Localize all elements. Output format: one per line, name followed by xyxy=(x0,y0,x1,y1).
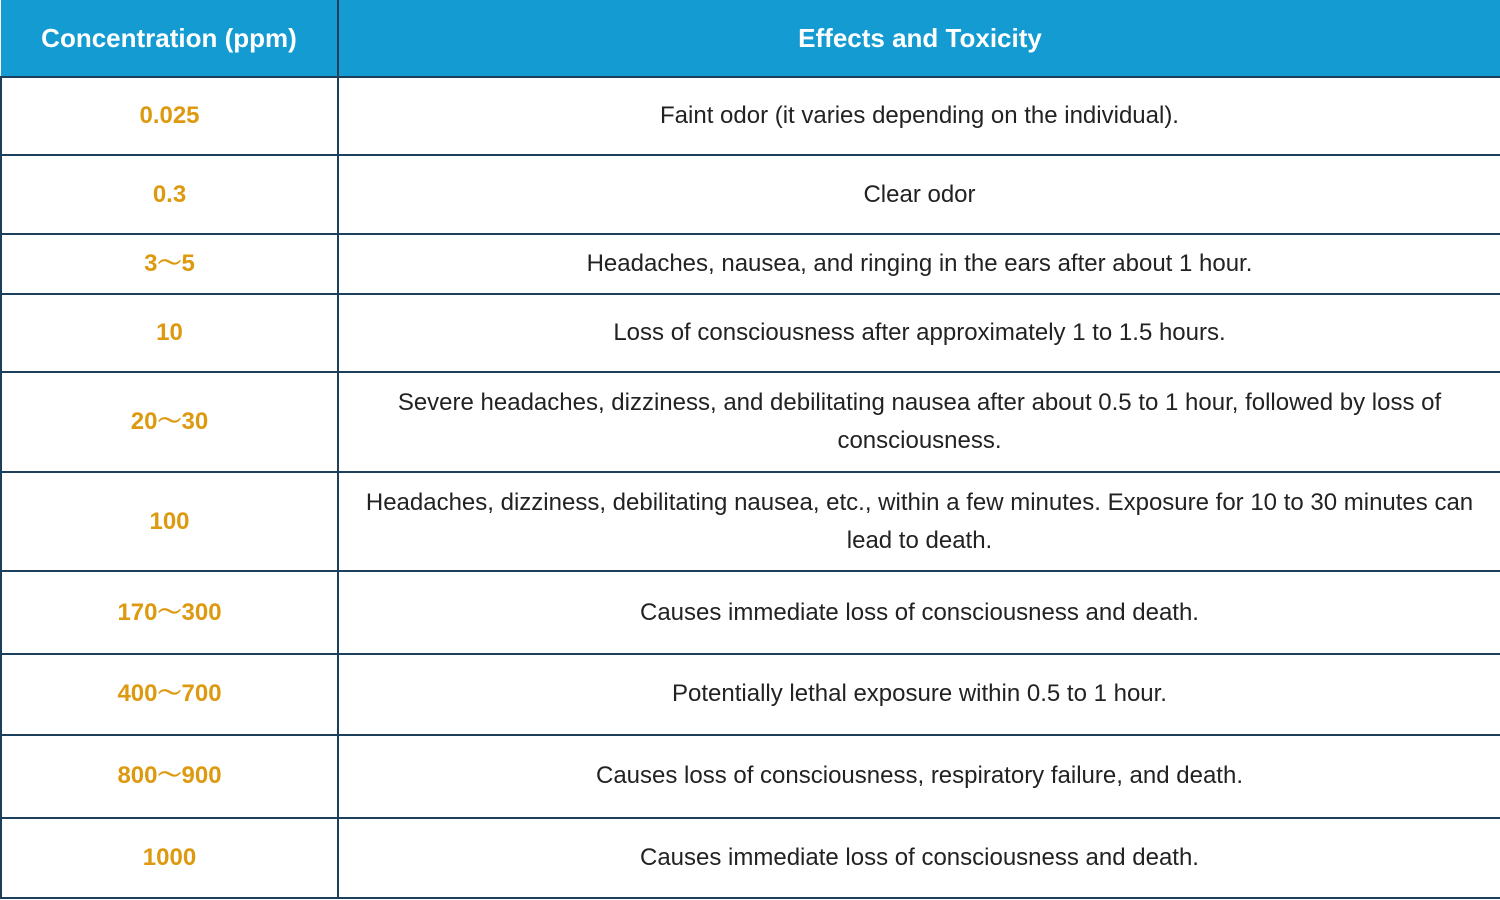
effect-cell: Clear odor xyxy=(338,155,1500,233)
table-row xyxy=(1,735,1500,817)
concentration-cell: 0.025 xyxy=(1,77,338,155)
concentration-cell: 10 xyxy=(1,294,338,372)
effect-cell: Causes loss of consciousness, respiratory failure, and death. xyxy=(338,735,1500,817)
table-row xyxy=(1,294,1500,372)
column-header-effects: Effects and Toxicity xyxy=(338,0,1500,77)
table-row xyxy=(1,372,1500,471)
concentration-cell: 100 xyxy=(1,472,338,571)
concentration-cell: 1000 xyxy=(1,818,338,898)
effect-cell: Causes immediate loss of consciousness and death. xyxy=(338,818,1500,898)
table-row xyxy=(1,472,1500,571)
table-row xyxy=(1,818,1500,898)
effect-cell: Causes immediate loss of consciousness and death. xyxy=(338,571,1500,653)
effect-cell: Loss of consciousness after approximately 1 to 1.5 hours. xyxy=(338,294,1500,372)
table-row xyxy=(1,234,1500,294)
concentration-cell: 3〜5 xyxy=(1,234,338,294)
effect-cell: Headaches, nausea, and ringing in the ears after about 1 hour. xyxy=(338,234,1500,294)
effect-cell: Faint odor (it varies depending on the individual). xyxy=(338,77,1500,155)
table-row xyxy=(1,155,1500,233)
column-header-concentration: Concentration (ppm) xyxy=(1,0,338,77)
table-row xyxy=(1,654,1500,735)
concentration-cell: 170〜300 xyxy=(1,571,338,653)
concentration-cell: 800〜900 xyxy=(1,735,338,817)
concentration-cell: 0.3 xyxy=(1,155,338,233)
concentration-cell: 400〜700 xyxy=(1,654,338,735)
table-row xyxy=(1,571,1500,653)
table-row xyxy=(1,77,1500,155)
table-header-row xyxy=(1,0,1500,77)
effect-cell: Severe headaches, dizziness, and debilitating nausea after about 0.5 to 1 hour, followed by loss of consciousness. xyxy=(338,372,1500,471)
effect-cell: Potentially lethal exposure within 0.5 to 1 hour. xyxy=(338,654,1500,735)
concentration-cell: 20〜30 xyxy=(1,372,338,471)
effect-cell: Headaches, dizziness, debilitating nausea, etc., within a few minutes. Exposure for 10 to 30 minutes can lead to death. xyxy=(338,472,1500,571)
